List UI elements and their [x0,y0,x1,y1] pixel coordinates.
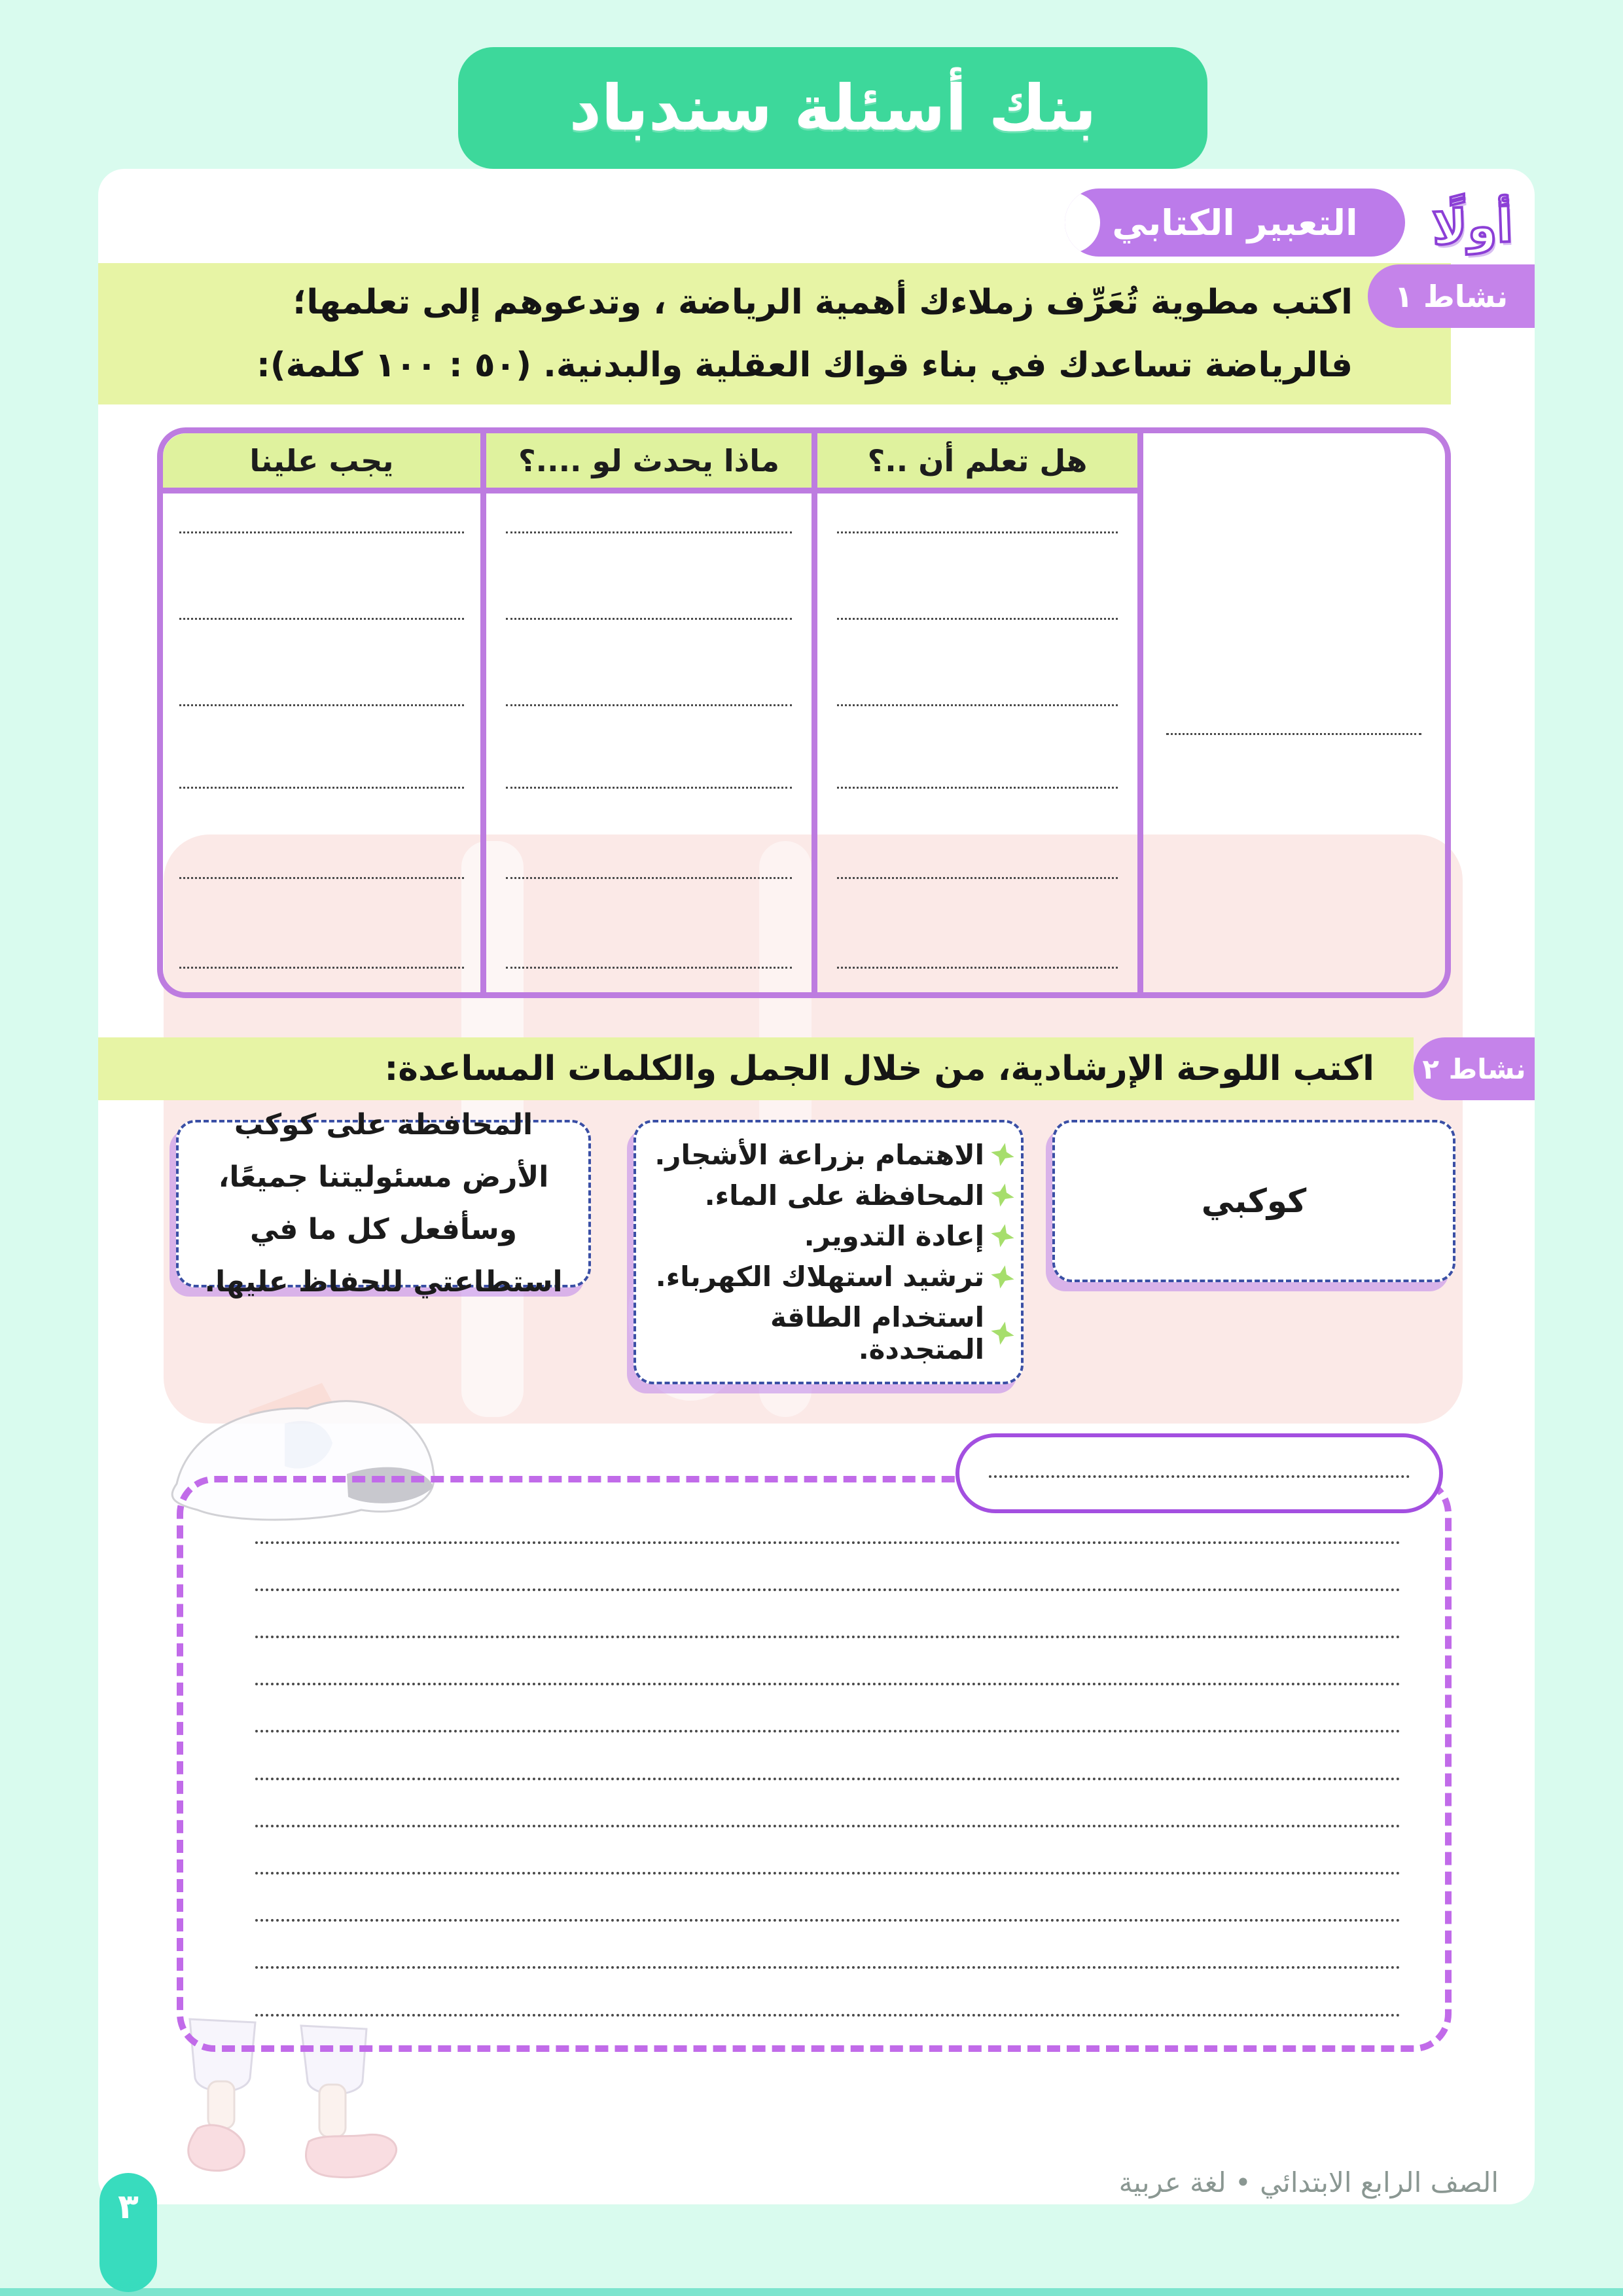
table-answer-line[interactable] [179,618,464,620]
table-answer-line[interactable] [506,967,792,969]
writing-line[interactable] [255,1825,1400,1827]
hint-item [652,1301,1014,1365]
hint-item [652,1179,1014,1211]
table-answer-line[interactable] [179,877,464,879]
planet-title-box [1052,1120,1455,1282]
table-answer-line[interactable] [506,618,792,620]
section-badge-label: التعبير الكتابي [1112,202,1358,243]
star-icon [989,1141,1017,1169]
table-answer-line[interactable] [837,967,1118,969]
hint-text: الاهتمام بزراعة الأشجار. [654,1138,984,1171]
page-number-pill [99,2173,157,2292]
writing-line[interactable] [255,1730,1400,1732]
table-answer-line[interactable] [179,531,464,533]
board-title-box[interactable] [955,1433,1443,1513]
writing-line[interactable] [255,1683,1400,1685]
activity1-instruction-strip [98,263,1451,404]
hint-item [652,1261,1014,1293]
page-title: بنك أسئلة سندباد [569,71,1097,145]
activity1-table [157,427,1451,998]
page-number: ٣ [118,2187,139,2227]
star-icon [989,1181,1017,1210]
hint-text: استخدام الطاقة المتجددة. [770,1301,984,1366]
table-answer-line[interactable] [837,787,1118,789]
hint-text: إعادة التدوير. [804,1219,984,1252]
writing-line[interactable] [255,1919,1400,1922]
writing-line[interactable] [255,1966,1400,1969]
hint-item [652,1139,1014,1171]
table-answer-line[interactable] [506,877,792,879]
activity2-badge: نشاط ٢ [1414,1037,1535,1100]
footer-grade-subject: الصف الرابع الابتدائي • لغة عربية [1118,2166,1499,2198]
bottom-accent-bar [0,2288,1623,2296]
table-answer-line[interactable] [1166,733,1421,735]
section-badge-written-expression [1065,188,1405,257]
planet-title-label: كوكبي [1201,1182,1307,1220]
activity2-instruction-strip [98,1037,1414,1100]
header-banner [458,47,1207,169]
hint-item [652,1220,1014,1252]
writing-area[interactable] [177,1476,1452,2052]
board-title-line[interactable] [989,1475,1410,1478]
table-answer-line[interactable] [837,618,1118,620]
table-answer-line[interactable] [506,704,792,706]
table-answer-line[interactable] [837,531,1118,533]
badge-notch-decoration [1065,192,1100,253]
writing-line[interactable] [255,1872,1400,1874]
table-answer-line[interactable] [179,704,464,706]
activity2-instruction: اكتب اللوحة الإرشادية، من خلال الجمل والكلمات المساعدة: [384,1049,1374,1088]
table-answer-line[interactable] [179,967,464,969]
table-answer-line[interactable] [179,787,464,789]
writing-line[interactable] [255,2014,1400,2017]
hint-text: ترشيد استهلاك الكهرباء. [655,1261,984,1293]
star-icon [989,1222,1017,1250]
helper-words-box [633,1120,1024,1384]
ordinal-label: أولًا [1431,197,1514,256]
table-answer-line[interactable] [837,877,1118,879]
writing-line[interactable] [255,1588,1400,1591]
hint-text: المحافظة على الماء. [704,1179,984,1211]
table-header-we-must: يجب علينا [249,442,394,478]
activity1-badge: نشاط ١ [1368,264,1535,328]
writing-line[interactable] [255,1636,1400,1638]
activity1-instruction-line2: فالرياضة تساعدك في بناء قواك العقلية والبدنية. (٥٠ : ١٠٠ كلمة): [257,346,1353,385]
table-answer-line[interactable] [506,787,792,789]
table-answer-line[interactable] [506,531,792,533]
writing-line[interactable] [255,1541,1400,1544]
writing-line[interactable] [255,1778,1400,1780]
table-header-did-you-know: هل تعلم أن ..؟ [867,442,1088,478]
activity1-instruction-line1: اكتب مطوية تُعَرِّف زملاءك أهمية الرياضة ، وتدعوهم إلى تعلمها؛ [293,283,1353,322]
pledge-sentence-box [176,1108,591,1299]
table-header-what-happens-if: ماذا يحدث لو ....؟ [518,442,780,478]
pledge-text: المحافظة على كوكب الأرض مسئوليتنا جميعًا، وسأفعل كل ما في استطاعتي للحفاظ عليها. [204,1108,563,1299]
table-answer-line[interactable] [837,704,1118,706]
star-icon [989,1263,1017,1291]
star-icon [989,1319,1017,1348]
